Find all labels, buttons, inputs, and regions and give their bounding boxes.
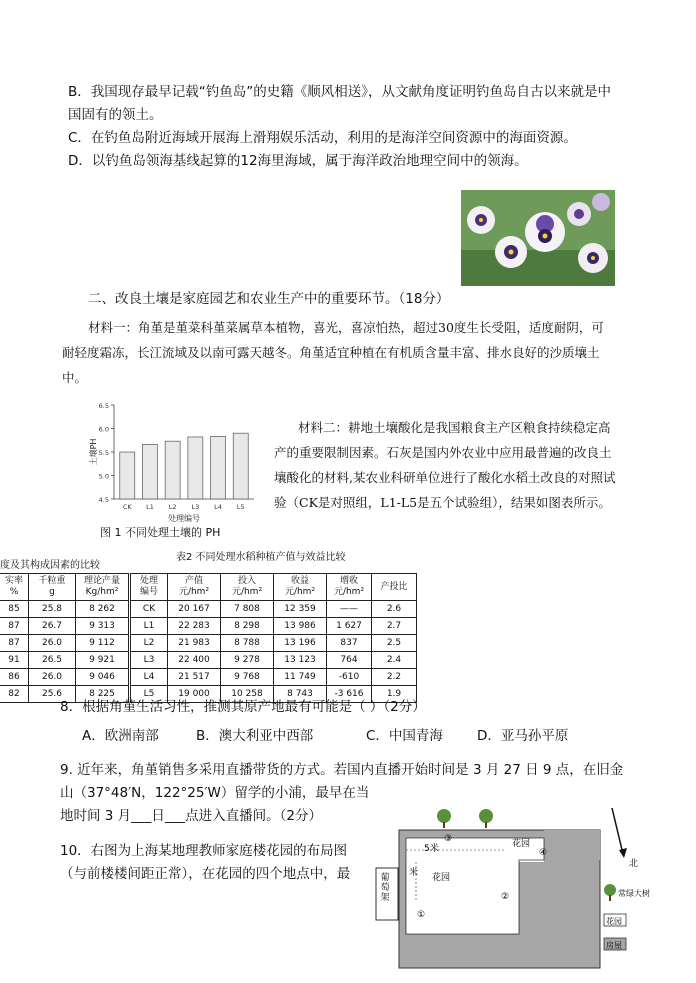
table-cell: 8 298 (221, 618, 274, 635)
section-2-title: 二、改良土壤是家庭园艺和农业生产中的重要环节。（18分） (88, 291, 450, 307)
material-2-line4: 验（CK是对照组，L1-L5是五个试验组），结果如图表所示。 (274, 495, 611, 510)
label-legend-house: 房屋 (606, 941, 622, 950)
table-cell: 9 313 (76, 618, 129, 635)
label-north: 北 (629, 859, 639, 869)
table-2-title: 表2 不同处理水稻种植产值与效益比较 (176, 552, 346, 563)
table-cell: L3 (131, 652, 168, 669)
label-garden-left: 花园 (432, 873, 451, 883)
question-8-stem: 8．根据角堇生活习性，推测其原产地最有可能是（ ）（2分） (60, 699, 426, 715)
table-cell: L1 (131, 618, 168, 635)
header-cell: 收益 元/hm² (274, 574, 327, 601)
option-c: C．在钓鱼岛附近海域开展海上滑翔娱乐活动，利用的是海洋空间资源中的海面资源。 (68, 130, 577, 146)
table-cell: 22 400 (168, 652, 221, 669)
table-row (131, 618, 417, 635)
header-cell: 投入 元/hm² (221, 574, 274, 601)
tree-icon (479, 809, 493, 828)
header-cell: 增收 元/hm² (327, 574, 372, 601)
y-tick-label: 6.5 (98, 402, 109, 410)
x-tick-label: L1 (146, 503, 154, 511)
table-cell: 1.9 (372, 686, 417, 703)
label-pergola: 葡萄架 (380, 873, 390, 903)
material-1-line3: 中。 (62, 370, 88, 385)
table-cell: 8 788 (221, 635, 274, 652)
option-b-line2: 国固有的领土。 (68, 107, 163, 123)
table-cell: -3 616 (327, 686, 372, 703)
bar-l1 (142, 444, 157, 499)
table-cell: L4 (131, 669, 168, 686)
question-9-line1: 9. 近年来，角堇销售多采用直播带货的方式。若国内直播开始时间是 3 月 27 日 9 点，在旧金 (60, 762, 624, 778)
table-row (131, 669, 417, 686)
table-1 (0, 573, 129, 703)
table-cell: 8 743 (274, 686, 327, 703)
table-cell: 13 986 (274, 618, 327, 635)
table-cell: 82 (0, 686, 29, 703)
table-row (131, 601, 417, 618)
table-cell: 21 517 (168, 669, 221, 686)
table-cell: 25.6 (29, 686, 76, 703)
point-3: ③ (444, 834, 453, 844)
table-cell: 12 359 (274, 601, 327, 618)
bar-ck (120, 452, 135, 499)
bar-l4 (211, 436, 226, 499)
q8-option-c: C．中国青海 (366, 728, 443, 744)
table-row (0, 635, 129, 652)
table-row (0, 601, 129, 618)
tree-icon (437, 809, 451, 828)
label-legend-tree: 常绿大树 (618, 889, 650, 898)
header-cell: 理论产量 Kg/hm² (76, 574, 129, 601)
table-cell: CK (131, 601, 168, 618)
question-9-line3: 地时间 3 月___日___点进入直播间。（2分） (60, 808, 323, 824)
table-cell: 26.0 (29, 635, 76, 652)
x-tick-label: L2 (168, 503, 177, 511)
table-cell: 21 983 (168, 635, 221, 652)
question-10-line1: 10．右图为上海某地理教师家庭楼花园的布局图 (60, 843, 348, 859)
table-cell: L5 (131, 686, 168, 703)
table-cell: 9 921 (76, 652, 129, 669)
label-distance: 5米 (424, 844, 439, 854)
table-cell: 91 (0, 652, 29, 669)
material-1-line2: 耐轻度霜冻，长江流域及以南可露天越冬。角堇适宜种植在有机质含量丰富、排水良好的沙质壤土 (62, 345, 600, 360)
material-2-line2: 产的重要限制因素。石灰是国内外农业中应用最普遍的改良土 (274, 445, 612, 460)
point-4: ④ (539, 848, 548, 858)
point-1: ① (417, 910, 426, 920)
table-cell: 87 (0, 635, 29, 652)
legend-tree-icon (604, 884, 616, 901)
table-row (131, 635, 417, 652)
q8-option-a: A．欧洲南部 (82, 728, 159, 744)
y-tick-label: 4.5 (98, 496, 109, 504)
table-cell: 7 808 (221, 601, 274, 618)
table-cell: 11 749 (274, 669, 327, 686)
question-9-line2: 山（37°48′N，122°25′W）留学的小浦，最早在当 (60, 785, 370, 801)
table-cell: —— (327, 601, 372, 618)
header-cell: 千粒重 g (29, 574, 76, 601)
header-cell: 处理 编号 (131, 574, 168, 601)
x-axis-label: 处理编号 (168, 514, 200, 523)
table-cell: 13 196 (274, 635, 327, 652)
garden-layout-map (368, 800, 668, 975)
q8-option-d: D．亚马孙平原 (477, 728, 569, 744)
table-cell: 1 627 (327, 618, 372, 635)
table-row (0, 669, 129, 686)
ph-bar-chart (86, 395, 266, 523)
table-row (131, 652, 417, 669)
y-axis-label: 土壤PH (89, 438, 98, 466)
table-row (0, 618, 129, 635)
point-2: ② (501, 892, 510, 902)
table-cell: 10 258 (221, 686, 274, 703)
label-garden-top: 花园 (512, 839, 531, 849)
table-header (131, 574, 417, 601)
x-tick-label: L3 (191, 503, 200, 511)
table-cell: 26.7 (29, 618, 76, 635)
table-1-title: 度及其构成因素的比较 (0, 560, 100, 571)
table-row (0, 652, 129, 669)
table-cell: 9 278 (221, 652, 274, 669)
table-cell: 13 123 (274, 652, 327, 669)
table-cell: 26.5 (29, 652, 76, 669)
table-cell: 26.0 (29, 669, 76, 686)
table-header (0, 574, 129, 601)
bar-l5 (233, 433, 248, 499)
table-cell: 2.7 (372, 618, 417, 635)
x-tick-label: L4 (214, 503, 222, 511)
table-cell: 87 (0, 618, 29, 635)
header-cell: 产投比 (372, 574, 417, 601)
question-10-line2: （与前楼楼间距正常），在花园的四个地点中，最 (60, 866, 351, 882)
pansy-photo (461, 190, 615, 286)
table-cell: 9 046 (76, 669, 129, 686)
chart-caption: 图 1 不同处理土壤的 PH (100, 526, 221, 539)
table-cell: 20 167 (168, 601, 221, 618)
table-cell: 2.2 (372, 669, 417, 686)
table-cell: 19 000 (168, 686, 221, 703)
y-tick-label: 5.0 (98, 472, 109, 481)
table-cell: -610 (327, 669, 372, 686)
label-legend-garden: 花园 (606, 917, 622, 926)
table-cell: 9 112 (76, 635, 129, 652)
table-2 (130, 573, 417, 703)
table-cell: 837 (327, 635, 372, 652)
option-d: D．以钓鱼岛领海基线起算的12海里海域，属于海洋政治地理空间中的领海。 (68, 153, 528, 169)
table-cell: 9 768 (221, 669, 274, 686)
material-2-line1: 材料二：耕地土壤酸化是我国粮食主产区粮食持续稳定高 (298, 420, 611, 435)
bar-l2 (165, 441, 180, 499)
table-cell: 2.4 (372, 652, 417, 669)
x-tick-label: CK (122, 503, 132, 511)
header-cell: 实率 % (0, 574, 29, 601)
table-cell: 86 (0, 669, 29, 686)
header-cell: 产值 元/hm² (168, 574, 221, 601)
table-cell: 2.6 (372, 601, 417, 618)
bar-l3 (188, 437, 203, 499)
x-tick-label: L5 (236, 503, 245, 511)
table-cell: L2 (131, 635, 168, 652)
option-b-line1: B．我国现存最早记载“钓鱼岛”的史籍《顺风相送》，从文献角度证明钓鱼岛自古以来就是中 (68, 84, 611, 100)
table-cell: 2.5 (372, 635, 417, 652)
label-width: 米 (409, 868, 419, 878)
table-cell: 25.8 (29, 601, 76, 618)
table-cell: 764 (327, 652, 372, 669)
y-tick-label: 5.5 (98, 449, 109, 457)
y-tick-label: 6.0 (98, 425, 109, 434)
material-2-line3: 壤酸化的材料,某农业科研单位进行了酸化水稻土改良的对照试 (274, 470, 616, 485)
question-8-clip (60, 699, 440, 718)
table-cell: 85 (0, 601, 29, 618)
material-1-line1: 材料一：角堇是堇菜科堇菜属草本植物，喜光，喜凉怕热，超过30度生长受阻，适度耐阴，可 (88, 320, 604, 335)
table-cell: 8 262 (76, 601, 129, 618)
north-arrow-icon (612, 808, 627, 858)
q8-option-b: B．澳大利亚中西部 (196, 728, 314, 744)
table-cell: 8 225 (76, 686, 129, 703)
table-cell: 22 283 (168, 618, 221, 635)
